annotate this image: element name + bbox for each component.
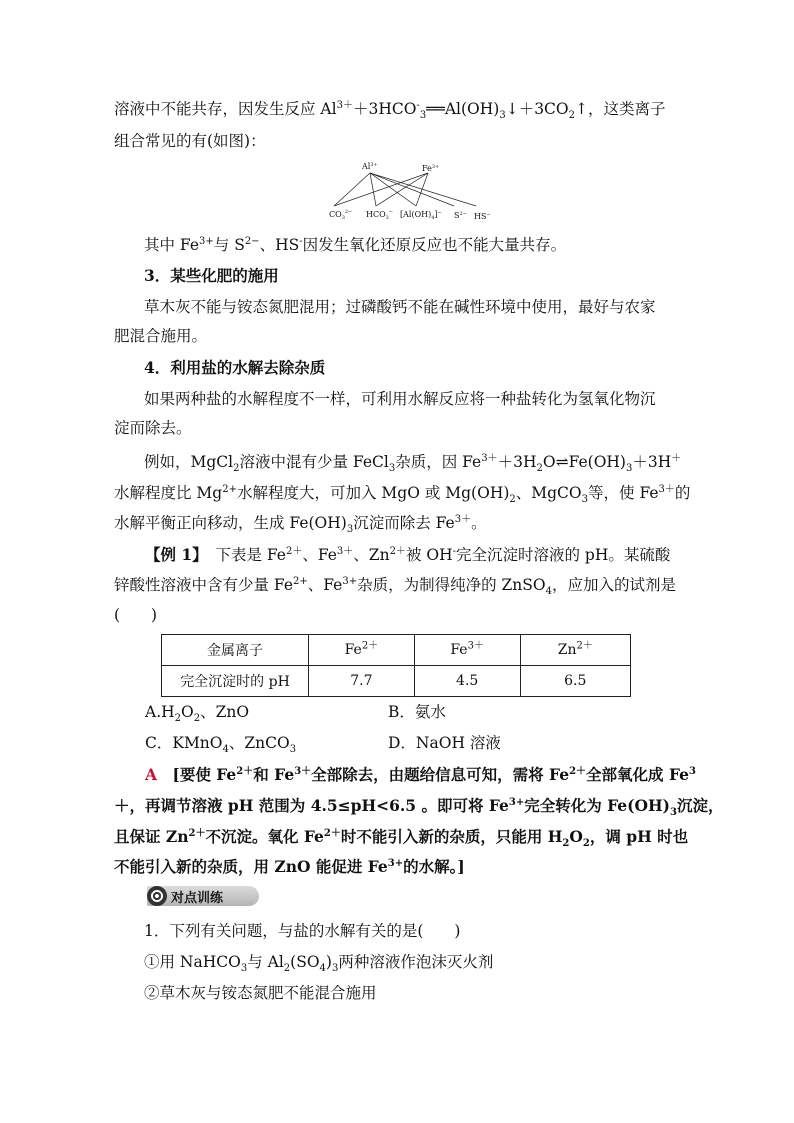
- table-header-cell: $Zn^{2+}$: [520, 635, 630, 666]
- diagram-label-co3: $CO_3^{2-}$: [329, 209, 353, 221]
- table-header-row: [162, 635, 631, 666]
- diagram-label-fe: $Fe^{3+}$: [422, 164, 440, 173]
- diagram-label-aloh4: $[Al(OH)_4]^-$: [400, 210, 442, 221]
- text-line: 水解平衡正向移动，生成 $Fe(OH)_3$沉淀而除去 $Fe^{3+}$。: [114, 513, 487, 536]
- option-b: B．氨水: [388, 703, 446, 721]
- solution-line: A [要使 $Fe^{2+}$和 $Fe^{3+}$全部除去，由题给信息可知，需将 $Fe^{2+}$全部氧化成 Fe$^3$: [145, 765, 696, 784]
- table-header-cell: $Fe^{3+}$: [414, 635, 520, 666]
- table-header-cell: $Fe^{2+}$: [309, 635, 415, 666]
- table-row: [162, 666, 631, 697]
- practice-section-badge: 对点训练: [147, 886, 259, 906]
- ion-pair-diagram: [326, 160, 496, 222]
- section-heading: 4．利用盐的水解去除杂质: [144, 358, 326, 377]
- answer-letter: A: [145, 765, 158, 784]
- text-line: 如果两种盐的水解程度不一样，可利用水解反应将一种盐转化为氢氧化物沉: [144, 390, 656, 408]
- precipitation-ph-table: [161, 634, 631, 697]
- table-header-cell: 金属离子: [162, 635, 309, 666]
- text-line: 例如，MgCl$_2$溶液中混有少量 FeCl$_3$杂质，因 $Fe^{3+}+3H_2O\rightleftharpoons Fe(OH)_3+3H^+$: [144, 452, 682, 475]
- practice-question: 1．下列有关问题，与盐的水解有关的是( ): [144, 922, 461, 940]
- text-line: 其中 $Fe^{3+}$与 $S^{2-}$、HS-因发生氧化还原反应也不能大量共存。: [144, 235, 567, 254]
- option-a: $A.H_2O_2$、ZnO: [145, 703, 250, 725]
- section-heading: 3．某些化肥的施用: [144, 266, 279, 285]
- practice-item: ①用 NaHCO$_3$与 $Al_2(SO_4)_3$两种溶液作泡沫灭火剂: [144, 953, 494, 975]
- option-c: C．KMnO$_4$、ZnCO$_3$: [145, 734, 297, 756]
- table-cell: 7.7: [309, 666, 415, 697]
- practice-item: ②草木灰与铵态氮肥不能混合施用: [144, 984, 377, 1002]
- option-d: D．NaOH 溶液: [388, 734, 501, 752]
- text-line: 草木灰不能与铵态氮肥混用；过磷酸钙不能在碱性环境中使用，最好与农家: [144, 298, 656, 316]
- text-line: 组合常见的有(如图)：: [114, 132, 266, 150]
- text-line: 淀而除去。: [114, 419, 192, 437]
- question-line: 【例 1】 下表是 $Fe^{2+}$、$Fe^{3+}$、$Zn^{2+}$被 OH-完全沉淀时溶液的 pH。某硫酸: [145, 545, 671, 564]
- diagram-label-s: $S^{2-}$: [454, 211, 467, 220]
- table-cell: 4.5: [414, 666, 520, 697]
- target-icon: [147, 886, 167, 906]
- diagram-label-hco3: $HCO_3^-$: [366, 209, 394, 221]
- solution-line: 且保证 $Zn^{2+}$不沉淀。氧化 $Fe^{2+}$时不能引入新的杂质，只能用 $H_2O_2$，调 pH 时也: [114, 827, 689, 850]
- table-cell: 完全沉淀时的 pH: [162, 666, 309, 697]
- text-line: 肥混合施用。: [114, 327, 208, 345]
- question-line: 锌酸性溶液中含有少量 $Fe^{2+}$、$Fe^{3+}$杂质，为制得纯净的 ZnSO$_4$，应加入的试剂是: [114, 575, 677, 598]
- diagram-label-hs: HS−: [474, 212, 491, 221]
- solution-line: ＋，再调节溶液 pH 范围为 4.5≤pH<6.5 。即可将 $Fe^{3+}$完全转化为 $Fe(OH)_3$沉淀，: [114, 796, 724, 819]
- text-line: 水解程度比 $Mg^{2+}$水解程度大，可加入 MgO 或 $Mg(OH)_2$、MgCO$_3$等，使 $Fe^{3+}$的: [114, 483, 691, 506]
- solution-line: 不能引入新的杂质，用 ZnO 能促进 $Fe^{3+}$的水解。]: [114, 857, 465, 876]
- answer-blank: ( ): [114, 606, 158, 624]
- text-line: 溶液中不能共存，因发生反应 $Al^{3+}+3HCO^-_3══Al(OH)_3↓+3CO_2↑$，这类离子: [114, 99, 666, 122]
- diagram-label-al: $Al^{3+}$: [362, 162, 378, 171]
- table-cell: 6.5: [520, 666, 630, 697]
